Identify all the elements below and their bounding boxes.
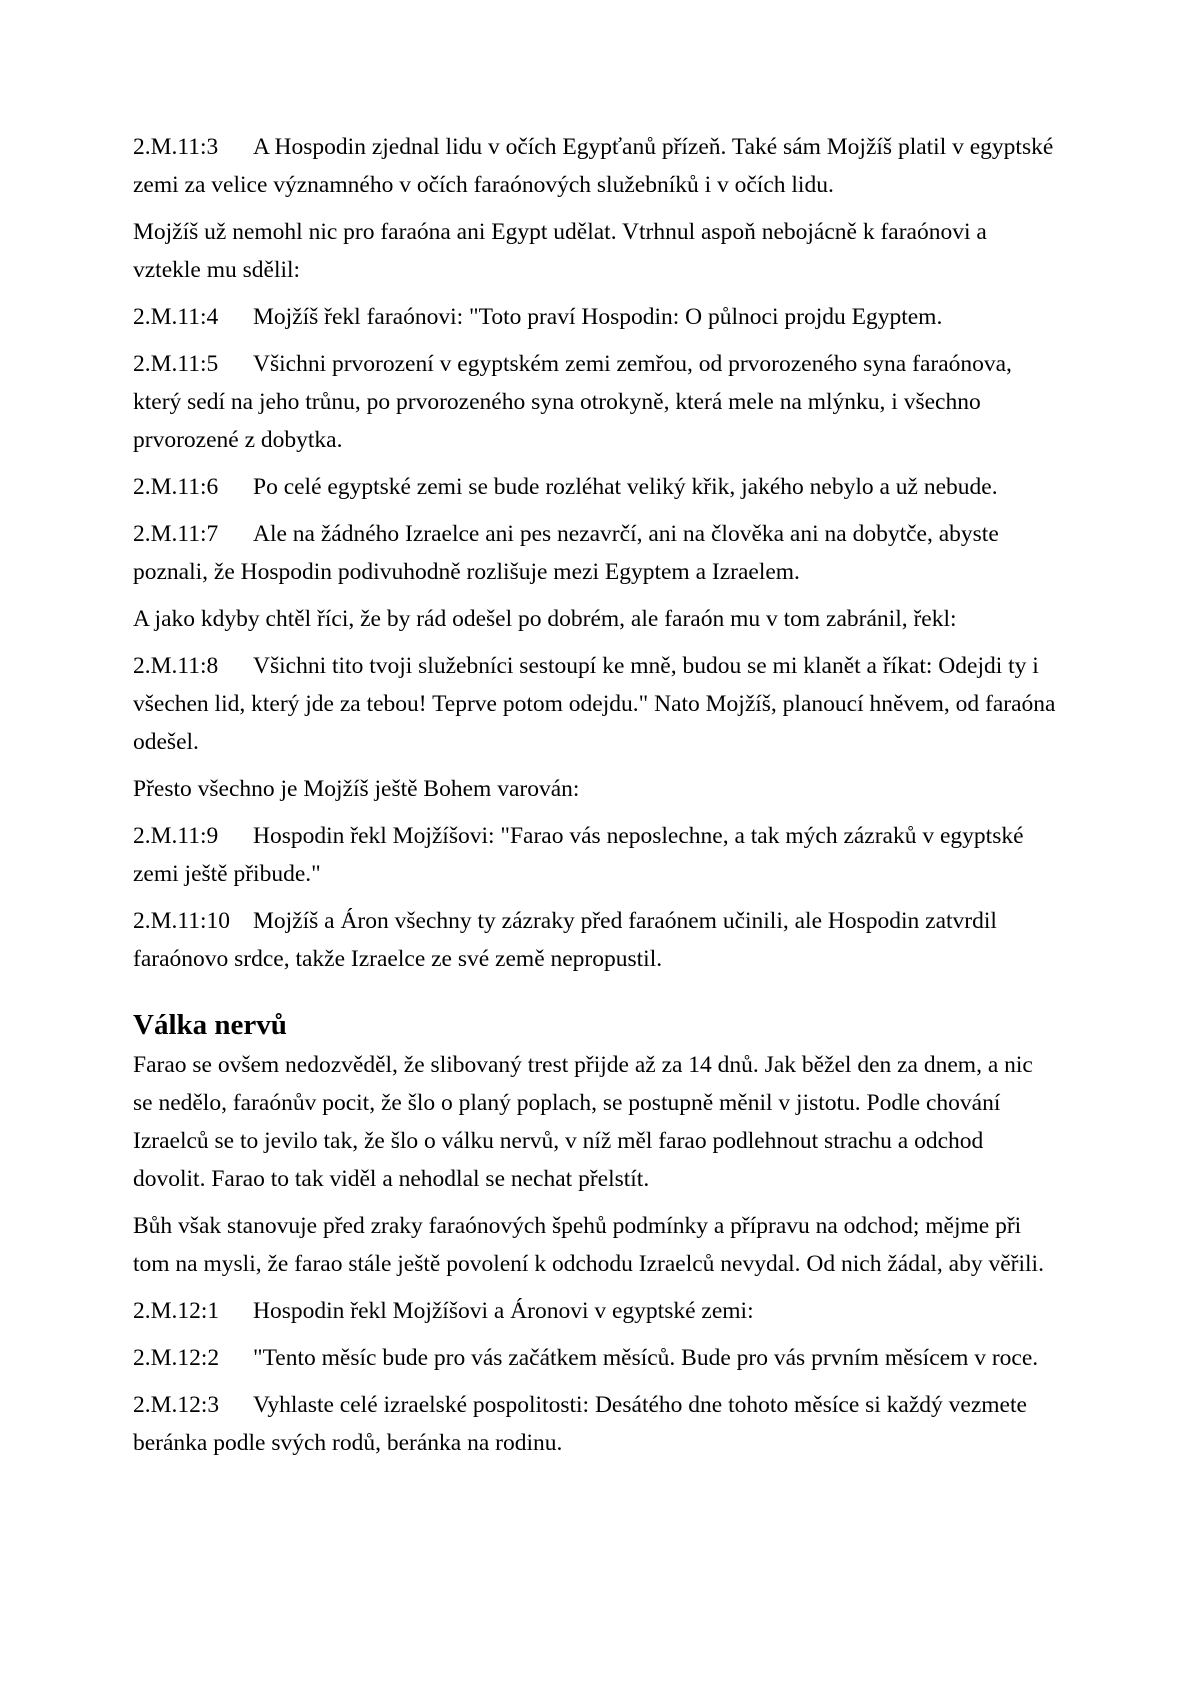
verse-reference: 2.M.11:9 bbox=[133, 823, 219, 849]
commentary-paragraph bbox=[133, 600, 1057, 638]
verse-text: Ale na žádného Izraelce ani pes nezavrčí, ani na člověka ani na dobytče, abyste poznali, že Hospodin podivuhodně rozlišuje mezi Egyptem a Izraelem. bbox=[133, 521, 999, 585]
verse-text: "Tento měsíc bude pro vás začátkem měsíců. Bude pro vás prvním měsícem v roce. bbox=[253, 1345, 1039, 1371]
verse-text: A Hospodin zjednal lidu v očích Egypťanů přízeň. Také sám Mojžíš platil v egyptské zemi za velice významného v očích faraónových služebníků i v očích lidu. bbox=[133, 134, 1054, 198]
verse-reference: 2.M.11:7 bbox=[133, 521, 219, 547]
commentary-paragraph bbox=[133, 1207, 1057, 1283]
verse-text: Mojžíš a Áron všechny ty zázraky před faraónem učinili, ale Hospodin zatvrdil faraónovo srdce, takže Izraelce ze své země nepropustil. bbox=[133, 908, 997, 972]
verse-reference: 2.M.12:1 bbox=[133, 1298, 220, 1324]
verse-paragraph bbox=[133, 515, 1057, 591]
verse-reference: 2.M.11:5 bbox=[133, 351, 219, 377]
verse-text: Po celé egyptské zemi se bude rozléhat veliký křik, jakého nebylo a už nebude. bbox=[253, 474, 998, 500]
verse-reference: 2.M.11:4 bbox=[133, 304, 219, 330]
verse-reference: 2.M.11:10 bbox=[133, 908, 231, 934]
verse-text: Všichni tito tvoji služebníci sestoupí ke mně, budou se mi klanět a říkat: Odejdi ty i všechen lid, který jde za tebou! Teprve potom odejdu." Nato Mojžíš, planoucí hněvem, od faraóna odešel. bbox=[133, 653, 1056, 755]
commentary-paragraph bbox=[133, 1046, 1057, 1198]
verse-text: Vyhlaste celé izraelské pospolitosti: Desátého dne tohoto měsíce si každý vezmete beránka podle svých rodů, beránka na rodinu. bbox=[133, 1392, 1027, 1456]
commentary-text: Přesto všechno je Mojžíš ještě Bohem varován: bbox=[133, 776, 580, 802]
verse-reference: 2.M.12:2 bbox=[133, 1345, 220, 1371]
verse-paragraph bbox=[133, 647, 1057, 761]
verse-paragraph bbox=[133, 1386, 1057, 1462]
verse-text: Hospodin řekl Mojžíšovi: "Farao vás neposlechne, a tak mých zázraků v egyptské zemi ještě přibude." bbox=[133, 823, 1024, 887]
commentary-text: Mojžíš už nemohl nic pro faraóna ani Egypt udělat. Vtrhnul aspoň nebojácně k faraónovi a vztekle mu sdělil: bbox=[133, 219, 987, 283]
verse-reference: 2.M.11:8 bbox=[133, 653, 219, 679]
verse-paragraph bbox=[133, 1339, 1057, 1377]
verse-reference: 2.M.12:3 bbox=[133, 1392, 220, 1418]
verse-paragraph bbox=[133, 345, 1057, 459]
verse-paragraph bbox=[133, 817, 1057, 893]
verse-paragraph bbox=[133, 128, 1057, 204]
commentary-paragraph bbox=[133, 770, 1057, 808]
verse-reference: 2.M.11:3 bbox=[133, 134, 219, 160]
verse-paragraph bbox=[133, 1292, 1057, 1330]
verse-paragraph bbox=[133, 298, 1057, 336]
verse-text: Mojžíš řekl faraónovi: "Toto praví Hospodin: O půlnoci projdu Egyptem. bbox=[253, 304, 943, 330]
commentary-paragraph bbox=[133, 213, 1057, 289]
verse-text: Hospodin řekl Mojžíšovi a Áronovi v egyptské zemi: bbox=[253, 1298, 754, 1324]
section-heading: Válka nervů bbox=[133, 1009, 287, 1041]
commentary-text: Bůh však stanovuje před zraky faraónových špehů podmínky a přípravu na odchod; mějme při tom na mysli, že farao stále ještě povolení k odchodu Izraelců nevydal. Od nich žádal, aby věřili. bbox=[133, 1213, 1044, 1277]
verse-reference: 2.M.11:6 bbox=[133, 474, 219, 500]
commentary-text: Farao se ovšem nedozvěděl, že slibovaný trest přijde až za 14 dnů. Jak běžel den za dnem, a nic se nedělo, faraónův pocit, že šlo o planý poplach, se postupně měnil v jistotu. Podle chování Izraelců se to jevilo tak, že šlo o válku nervů, v níž měl farao podlehnout strachu a odchod dovolit. Farao to tak viděl a nehodlal se nechat přelstít. bbox=[133, 1052, 1033, 1192]
verse-text: Všichni prvorození v egyptském zemi zemřou, od prvorozeného syna faraónova, který sedí na jeho trůnu, po prvorozeného syna otrokyně, která mele na mlýnku, i všechno prvorozené z dobytka. bbox=[133, 351, 1012, 453]
commentary-text: A jako kdyby chtěl říci, že by rád odešel po dobrém, ale faraón mu v tom zabránil, řekl: bbox=[133, 606, 957, 632]
verse-paragraph bbox=[133, 902, 1057, 978]
verse-paragraph bbox=[133, 468, 1057, 506]
